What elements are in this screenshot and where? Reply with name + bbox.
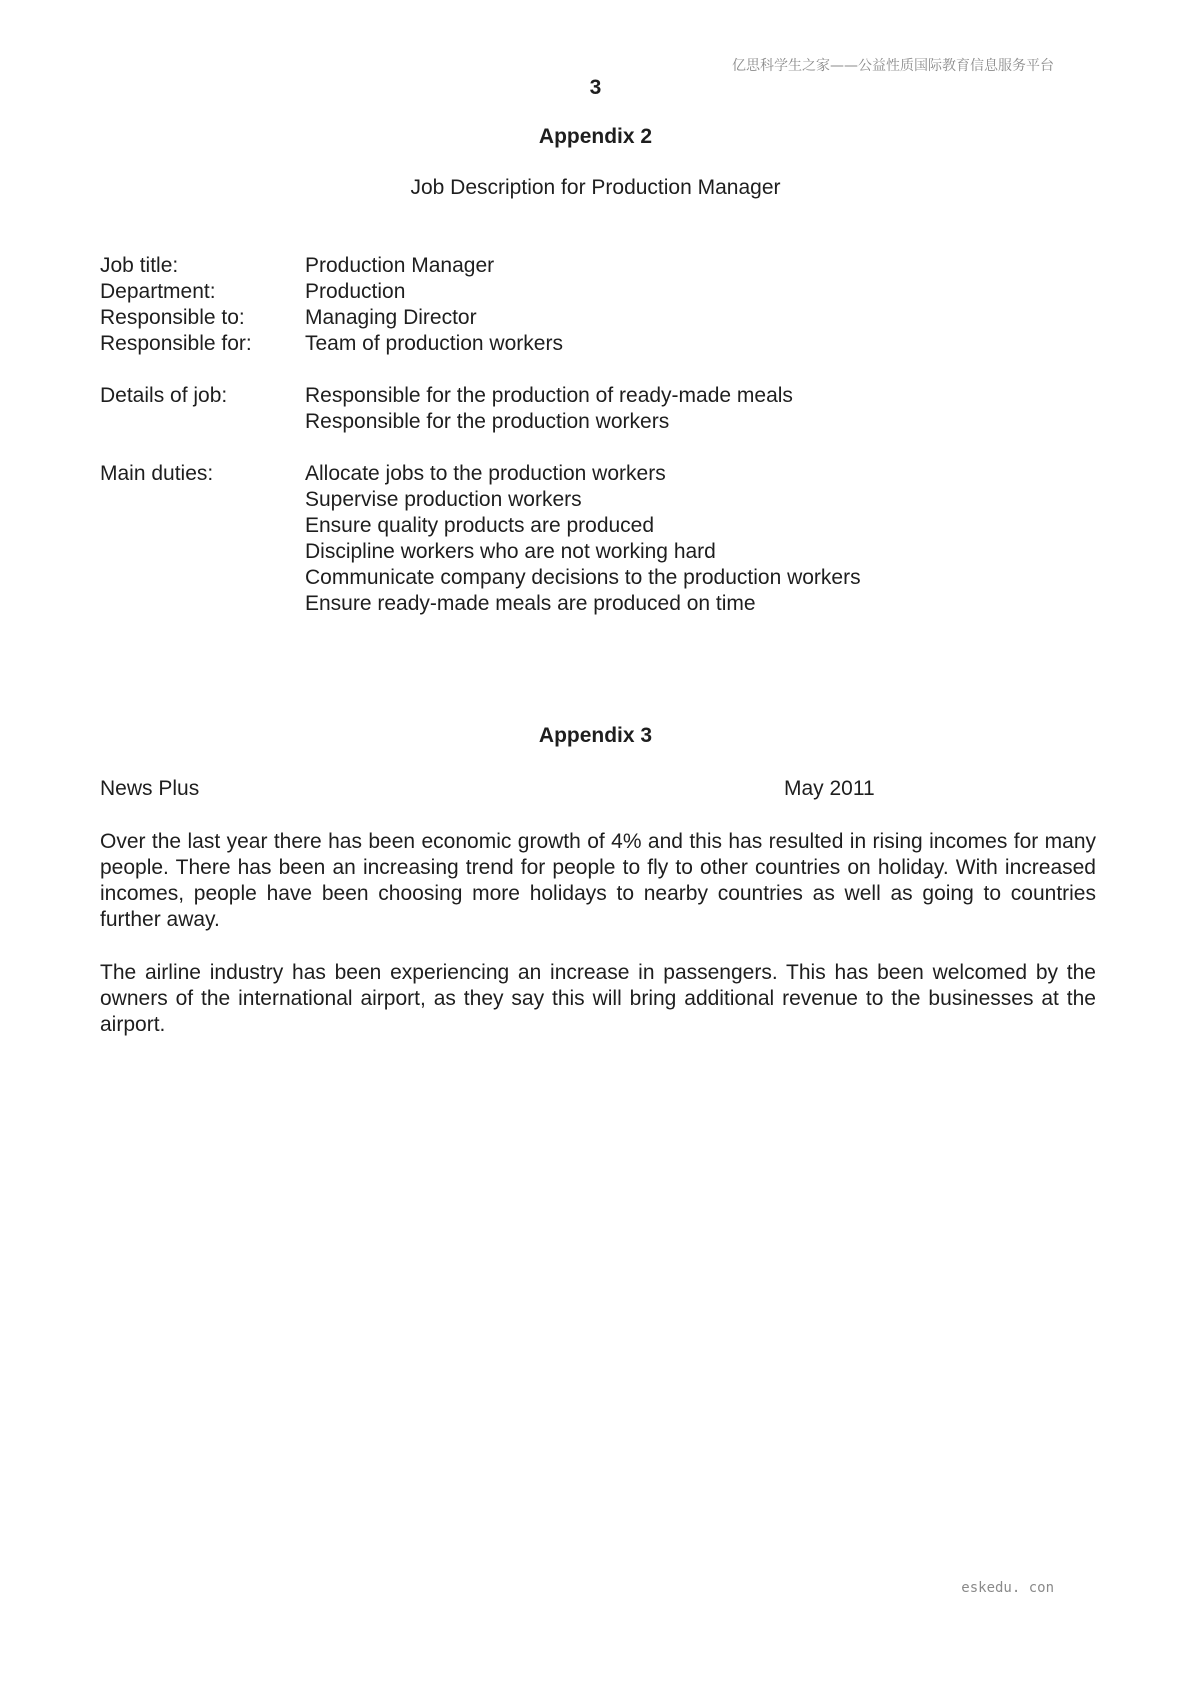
header-watermark: 亿思科学生之家——公益性质国际教育信息服务平台: [732, 58, 1054, 74]
responsible-for-row: [100, 331, 861, 357]
appendix-2-heading: Appendix 2: [538, 125, 653, 148]
news-source: News Plus: [100, 777, 200, 800]
list-item: Ensure quality products are produced: [305, 514, 655, 537]
page-number: 3: [589, 76, 602, 99]
list-item: Responsible for the production workers: [305, 410, 670, 433]
details-list: [305, 383, 861, 435]
duties-list: [305, 461, 861, 617]
field-value: Production Manager: [305, 254, 495, 277]
department-row: [100, 279, 861, 305]
appendix-2-subtitle: Job Description for Production Manager: [410, 176, 781, 199]
job-description-table: [100, 253, 861, 617]
news-date: May 2011: [784, 777, 875, 800]
list-item: Allocate jobs to the production workers: [305, 462, 666, 485]
article-paragraph: The airline industry has been experiencing an increase in passengers. This has been welcomed by the owners of the international airport, as they say this will bring additional revenue to the businesses at the airport.: [100, 961, 1096, 1036]
appendix-3-heading: Appendix 3: [538, 724, 653, 747]
details-of-job-row: [100, 383, 861, 435]
field-label: Job title:: [100, 254, 179, 277]
main-duties-row: [100, 461, 861, 617]
footer-watermark: eskedu. con: [961, 1580, 1054, 1596]
list-item: Responsible for the production of ready-made meals: [305, 384, 793, 407]
article-paragraph: Over the last year there has been economic growth of 4% and this has resulted in rising incomes for many people. There has been an increasing trend for people to fly to other countries on holiday. With increased incomes, people have been choosing more holidays to nearby countries as well as going to countries further away.: [100, 830, 1096, 931]
list-item: Communicate company decisions to the production workers: [305, 566, 861, 589]
list-item: Discipline workers who are not working hard: [305, 540, 716, 563]
list-item: Ensure ready-made meals are produced on time: [305, 592, 756, 615]
field-label: Main duties:: [100, 462, 214, 485]
field-value: Production: [305, 280, 406, 303]
responsible-to-row: [100, 305, 861, 331]
field-value: Team of production workers: [305, 332, 563, 355]
field-value: Managing Director: [305, 306, 477, 329]
field-label: Responsible to:: [100, 306, 245, 329]
field-label: Responsible for:: [100, 332, 252, 355]
list-item: Supervise production workers: [305, 488, 582, 511]
field-label: Details of job:: [100, 384, 228, 407]
job-title-row: [100, 253, 861, 279]
field-label: Department:: [100, 280, 216, 303]
